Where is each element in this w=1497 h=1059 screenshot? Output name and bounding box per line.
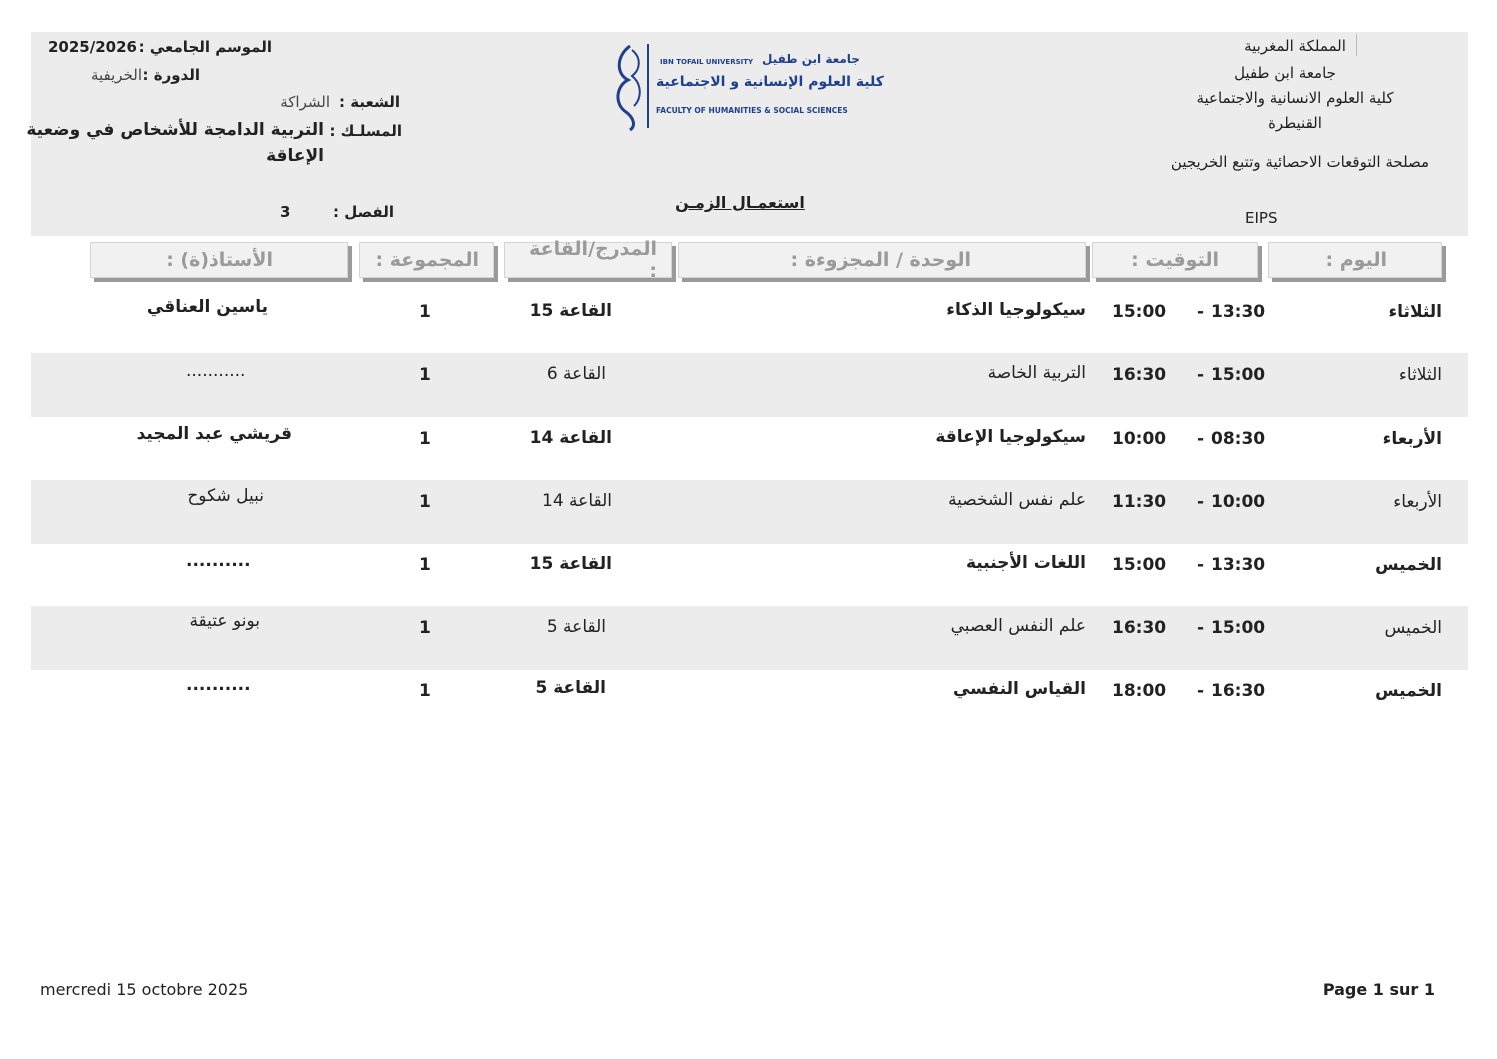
row-room: القاعة 5 bbox=[535, 678, 606, 698]
table-row bbox=[31, 543, 1468, 607]
table-row bbox=[31, 290, 1468, 354]
kingdom-label: المملكة المغربية bbox=[1244, 37, 1346, 55]
row-time-end: 10:00 bbox=[1112, 429, 1167, 449]
row-room: القاعة 14 bbox=[542, 491, 612, 511]
season-value: 2025/2026 bbox=[48, 38, 137, 56]
row-time-start: 08:30 bbox=[1211, 429, 1266, 449]
column-header-group bbox=[359, 242, 494, 278]
row-day: الخميس bbox=[1375, 681, 1442, 701]
semester-value: 3 bbox=[280, 203, 291, 221]
track-value-line1: التربية الدامجة للأشخاص في وضعية bbox=[26, 120, 324, 140]
row-time-sep: - bbox=[1197, 618, 1205, 638]
university-label: جامعة ابن طفيل bbox=[1234, 64, 1336, 82]
column-header-module-label: الوحدة / المجزوءة : bbox=[790, 249, 971, 271]
row-time-sep: - bbox=[1197, 365, 1205, 385]
row-time-end: 15:00 bbox=[1112, 302, 1167, 322]
table-row bbox=[31, 669, 1468, 733]
row-group: 1 bbox=[419, 681, 431, 701]
row-day: الخميس bbox=[1384, 618, 1442, 638]
row-group: 1 bbox=[419, 365, 431, 385]
session-value: الخريفية bbox=[90, 66, 142, 84]
logo-latin-line1: IBN TOFAIL UNIVERSITY bbox=[660, 58, 754, 66]
row-time-start: 16:30 bbox=[1211, 681, 1266, 701]
service-label: مصلحة التوقعات الاحصائية وتتبع الخريجين bbox=[1170, 153, 1430, 171]
semester-label: الفصل : bbox=[333, 203, 394, 221]
table-row bbox=[31, 480, 1468, 544]
table-row bbox=[31, 353, 1468, 417]
row-time-end: 18:00 bbox=[1112, 681, 1167, 701]
row-group: 1 bbox=[419, 555, 431, 575]
row-group: 1 bbox=[419, 618, 431, 638]
row-room: القاعة 5 bbox=[546, 617, 606, 637]
row-time-sep: - bbox=[1197, 492, 1205, 512]
row-module: سيكولوجيا الإعاقة bbox=[935, 427, 1086, 447]
row-time-sep: - bbox=[1197, 681, 1205, 701]
row-group: 1 bbox=[419, 492, 431, 512]
row-room: القاعة 15 bbox=[529, 554, 612, 574]
row-day: الأربعاء bbox=[1382, 429, 1442, 449]
row-professor: .......... bbox=[186, 675, 251, 695]
track-value-line2: الإعاقة bbox=[266, 146, 324, 166]
row-time-sep: - bbox=[1197, 302, 1205, 322]
column-header-professor bbox=[90, 242, 348, 278]
column-header-group-label: المجموعة : bbox=[375, 249, 479, 271]
footer-page-number: Page 1 sur 1 bbox=[1322, 980, 1435, 999]
row-module: علم نفس الشخصية bbox=[948, 490, 1086, 510]
faculty-label: كلية العلوم الانسانية والاجتماعية bbox=[1196, 89, 1394, 107]
table-row bbox=[31, 417, 1468, 481]
row-time-sep: - bbox=[1197, 555, 1205, 575]
row-time-end: 16:30 bbox=[1112, 365, 1167, 385]
branch-label: الشعبة : bbox=[339, 93, 400, 111]
row-module: علم النفس العصبي bbox=[950, 616, 1086, 636]
page-title: استعمـال الزمـن bbox=[675, 193, 805, 212]
row-time-end: 11:30 bbox=[1112, 492, 1167, 512]
row-day: الأربعاء bbox=[1393, 492, 1442, 512]
row-module: سيكولوجيا الذكاء bbox=[946, 300, 1086, 320]
row-module: اللغات الأجنبية bbox=[966, 553, 1086, 573]
row-room: القاعة 14 bbox=[529, 428, 612, 448]
logo-latin-line2: FACULTY OF HUMANITIES & SOCIAL SCIENCES bbox=[656, 106, 848, 115]
row-time-sep: - bbox=[1197, 429, 1205, 449]
row-professor: نبيل شكوح bbox=[187, 486, 264, 506]
row-day: الخميس bbox=[1375, 555, 1442, 575]
row-time-start: 13:30 bbox=[1211, 302, 1266, 322]
university-logo bbox=[612, 40, 884, 132]
column-header-room bbox=[504, 238, 672, 282]
row-professor: ........... bbox=[186, 361, 246, 381]
row-room: القاعة 6 bbox=[546, 364, 606, 384]
column-header-day-label: اليوم : bbox=[1325, 249, 1387, 271]
branch-value: الشراكة bbox=[280, 93, 330, 111]
row-group: 1 bbox=[419, 302, 431, 322]
column-header-day bbox=[1268, 242, 1442, 278]
row-room: القاعة 15 bbox=[529, 301, 612, 321]
row-time-start: 10:00 bbox=[1211, 492, 1266, 512]
row-module: القياس النفسي bbox=[952, 679, 1086, 699]
column-header-professor-label: الأستاذ(ة) : bbox=[166, 249, 273, 271]
row-time-start: 15:00 bbox=[1211, 618, 1266, 638]
row-time-end: 15:00 bbox=[1112, 555, 1167, 575]
track-label: المسلـك : bbox=[329, 122, 402, 140]
footer-date: mercredi 15 octobre 2025 bbox=[40, 980, 249, 999]
row-module: التربية الخاصة bbox=[987, 363, 1086, 383]
session-label: الدورة : bbox=[142, 66, 200, 84]
header-divider bbox=[1356, 34, 1357, 56]
logo-arabic-line1: جامعة ابن طفيل bbox=[762, 52, 860, 66]
logo-arabic-line2: كلية العلوم الإنسانية و الاجتماعية bbox=[656, 74, 884, 90]
row-time-end: 16:30 bbox=[1112, 618, 1167, 638]
season-label: الموسم الجامعي : bbox=[138, 38, 272, 56]
row-time-start: 15:00 bbox=[1211, 365, 1266, 385]
row-professor: بونو عتيقة bbox=[189, 611, 260, 631]
row-group: 1 bbox=[419, 429, 431, 449]
column-header-module bbox=[678, 242, 1086, 278]
row-professor: قريشي عبد المجيد bbox=[136, 424, 292, 444]
row-professor: ياسين العناقي bbox=[146, 297, 268, 317]
row-professor: .......... bbox=[186, 551, 251, 571]
city-label: القنيطرة bbox=[1268, 114, 1322, 132]
department-code: EIPS bbox=[1245, 209, 1278, 227]
row-time-start: 13:30 bbox=[1211, 555, 1266, 575]
table-row bbox=[31, 606, 1468, 670]
column-header-time-label: التوقيت : bbox=[1131, 249, 1219, 271]
column-header-time bbox=[1092, 242, 1258, 278]
row-day: الثلاثاء bbox=[1398, 365, 1442, 385]
column-header-room-label: المدرج/القاعة : bbox=[529, 238, 657, 282]
row-day: الثلاثاء bbox=[1388, 302, 1442, 322]
